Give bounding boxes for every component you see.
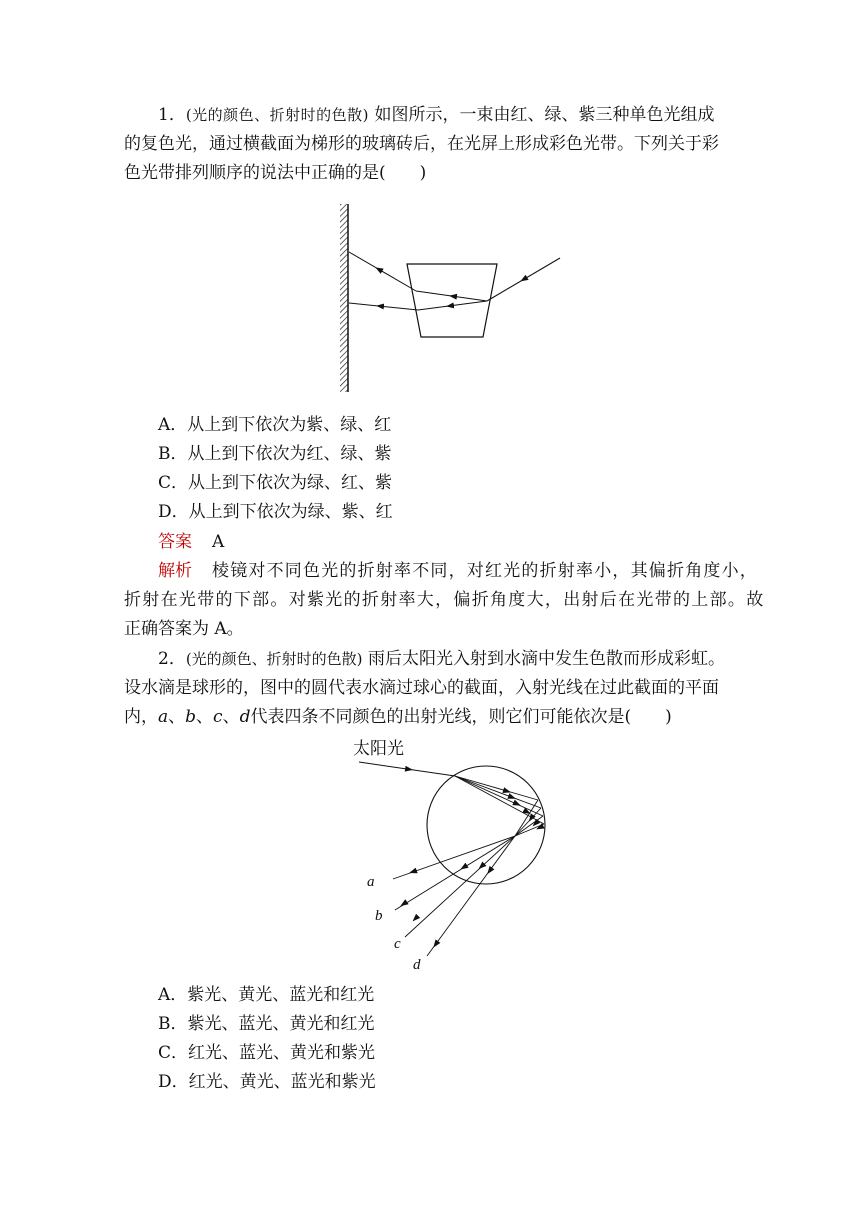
ray-b	[395, 836, 515, 910]
answer-label: 答案	[158, 532, 192, 552]
q1-tag: (光的颜色、折射时的色散)	[185, 106, 370, 124]
water-droplet	[427, 766, 545, 884]
q1-stem-3: 色光带排列顺序的说法中正确的是( )	[124, 163, 427, 183]
option-key: C．	[158, 473, 189, 493]
label-b: b	[375, 908, 383, 924]
q2-figure	[345, 734, 555, 974]
q1-number: 1．	[158, 105, 186, 125]
option-text: 紫光、蓝光、黄光和红光	[187, 1014, 375, 1034]
sunlight-label: 太阳光	[353, 739, 404, 758]
option-key: B．	[158, 444, 188, 464]
label-c: c	[394, 936, 401, 952]
sep: 、	[196, 707, 214, 727]
q1-option-c[interactable]	[158, 472, 392, 494]
analysis-line-3: 正确答案为 A。	[124, 619, 244, 639]
q2-tag: (光的颜色、折射时的色散)	[185, 650, 363, 668]
analysis-line-2: 折射在光带的下部。对紫光的折射率大，偏折角度大，出射后在光带的上部。故	[124, 590, 765, 610]
analysis-line-1: 棱镜对不同色光的折射率不同，对红光的折射率小，其偏折角度小，	[212, 561, 758, 581]
option-key: D．	[158, 502, 189, 522]
q1-stem-1: 如图所示，一束由红、绿、紫三种单色光组成	[374, 105, 715, 125]
q2-line-1	[158, 648, 725, 670]
q2-option-d[interactable]	[158, 1071, 376, 1093]
label-d: d	[413, 957, 421, 973]
option-text: 从上到下依次为紫、绿、红	[187, 415, 392, 435]
q2-stem-3	[124, 706, 672, 728]
q1-line-1	[158, 104, 714, 126]
stem-prefix: 内，	[124, 707, 158, 727]
q2-stem-1: 雨后太阳光入射到水滴中发生色散而形成彩虹。	[367, 649, 725, 669]
stem-suffix: 代表四条不同颜色的出射光线，则它们可能依次是( )	[250, 707, 672, 727]
q1-figure	[330, 192, 575, 407]
answer-value: A	[212, 532, 225, 552]
option-key: D．	[158, 1072, 189, 1092]
var-a: a	[158, 707, 169, 727]
var-d: d	[239, 707, 251, 727]
label-a: a	[367, 874, 375, 890]
q2-option-b[interactable]	[158, 1013, 375, 1035]
q1-option-b[interactable]	[158, 443, 392, 465]
option-text: 红光、蓝光、黄光和紫光	[188, 1043, 376, 1063]
option-text: 从上到下依次为绿、紫、红	[188, 502, 393, 522]
q1-answer-row	[158, 531, 224, 553]
option-key: B．	[158, 1014, 188, 1034]
var-b: b	[185, 707, 197, 727]
option-text: 从上到下依次为绿、红、紫	[188, 473, 393, 493]
q2-number: 2．	[158, 649, 186, 669]
sep: 、	[168, 707, 186, 727]
option-key: A．	[158, 985, 188, 1005]
exit-ray-bottom	[349, 303, 418, 310]
q1-stem-2: 的复色光，通过横截面为梯形的玻璃砖后，在光屏上形成彩色光带。下列关于彩	[124, 134, 719, 154]
q2-stem-2: 设水滴是球形的，图中的圆代表水滴过球心的截面，入射光线在过此截面的平面	[124, 678, 719, 698]
q1-analysis-row	[158, 560, 758, 582]
light-screen	[340, 204, 348, 392]
option-text: 从上到下依次为红、绿、紫	[187, 444, 392, 464]
exit-ray-top	[349, 252, 416, 291]
option-text: 紫光、黄光、蓝光和红光	[187, 985, 375, 1005]
analysis-label: 解析	[158, 561, 192, 581]
ray-d	[427, 836, 515, 956]
q1-option-d[interactable]	[158, 501, 393, 523]
sep: 、	[222, 707, 240, 727]
option-key: A．	[158, 415, 188, 435]
ray-c	[405, 836, 515, 937]
q2-option-c[interactable]	[158, 1042, 375, 1064]
var-c: c	[213, 707, 223, 727]
option-text: 红光、黄光、蓝光和紫光	[188, 1072, 376, 1092]
q1-option-a[interactable]	[158, 414, 391, 436]
q2-option-a[interactable]	[158, 984, 374, 1006]
option-key: C．	[158, 1043, 189, 1063]
